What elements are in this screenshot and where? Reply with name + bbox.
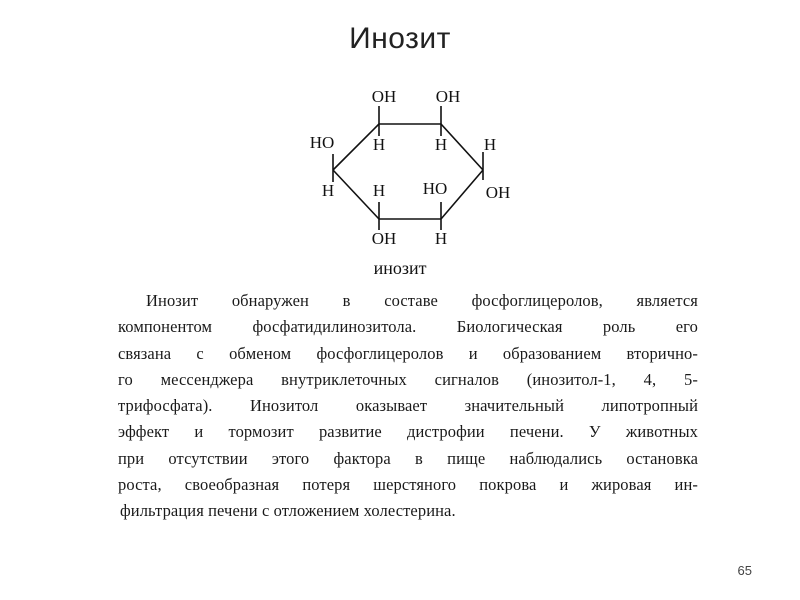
paragraph-line: фильтрация печени с отложением холестерина. [120, 501, 456, 521]
atom-label: OH [371, 87, 397, 106]
paragraph-line: компонентом фосфатидилинозитола. Биологическая роль его [118, 317, 698, 337]
description-paragraph [118, 288, 698, 525]
atom-label: H [372, 181, 386, 200]
atom-label: HO [309, 133, 335, 152]
atom-label: H [372, 135, 386, 154]
paragraph-line: роста, своеобразная потеря шерстяного покрова и жировая ин- [118, 475, 698, 495]
paragraph-line: эффект и тормозит развитие дистрофии печени. У животных [118, 422, 698, 442]
atom-label: H [434, 135, 448, 154]
atom-label: OH [371, 229, 397, 248]
paragraph-line: Инозит обнаружен в составе фосфоглицеролов, является [146, 291, 698, 310]
molecule-caption: инозит [373, 258, 427, 278]
paragraph-line: при отсутствии этого фактора в пище наблюдались остановка [118, 448, 698, 468]
bond-bottom-right [441, 170, 483, 219]
atom-label: OH [485, 183, 511, 202]
inositol-structure-diagram [300, 80, 520, 280]
ring-bonds [333, 106, 483, 230]
atom-label: H [321, 181, 335, 200]
slide-title: Инозит [349, 22, 451, 55]
bond-top-right [441, 124, 483, 170]
atom-label: HO [422, 179, 448, 198]
paragraph-line: связана с обменом фосфоглицеролов и образованием вторично- [118, 343, 698, 363]
page-number: 65 [737, 563, 752, 578]
atom-label: H [483, 135, 497, 154]
paragraph-line: го мессенджера внутриклеточных сигналов (инозитол-1, 4, 5- [118, 369, 698, 389]
atom-label: H [434, 229, 448, 248]
paragraph-line: трифосфата). Инозитол оказывает значительный липотропный [118, 396, 698, 416]
atom-label: OH [435, 87, 461, 106]
